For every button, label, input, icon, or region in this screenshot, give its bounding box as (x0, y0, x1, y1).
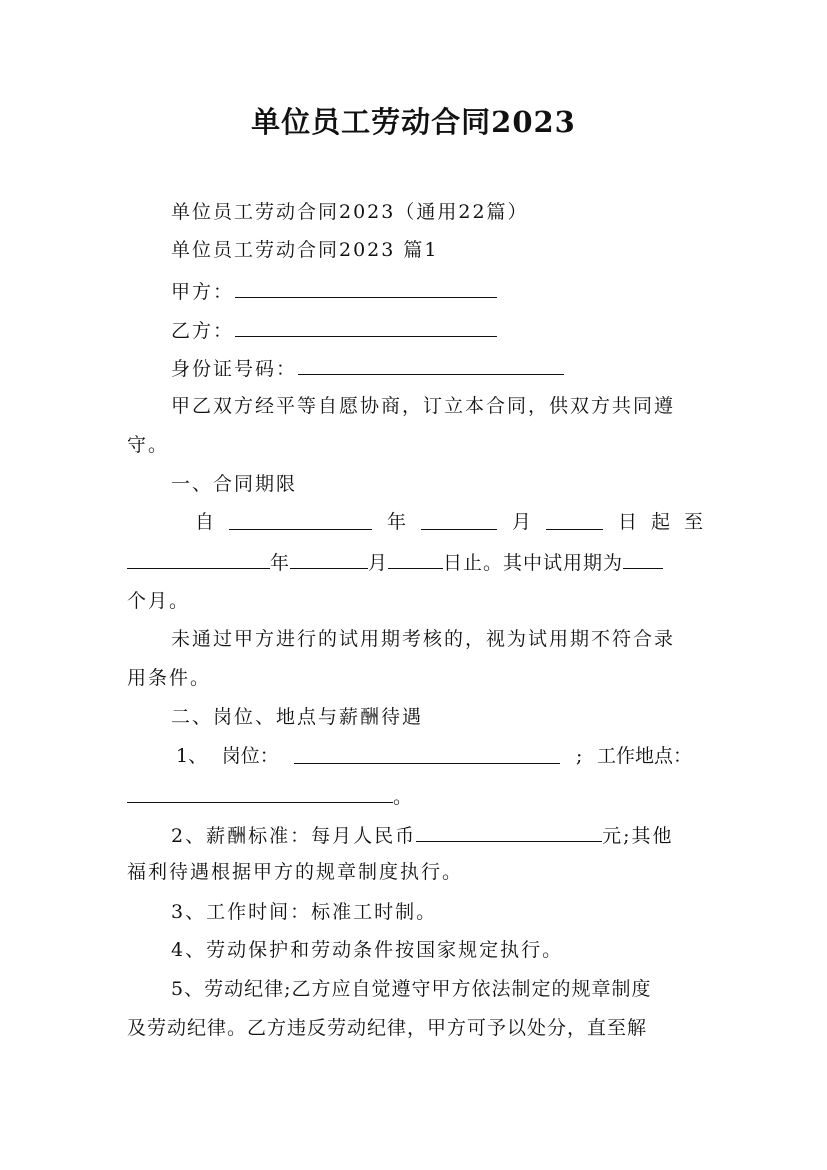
item1-line-1 (176, 741, 692, 771)
item5-line-1: 5、劳动纪律;乙方应自觉遵守甲方依法制定的规章制度 (171, 978, 652, 1000)
term-line-2 (127, 546, 703, 578)
term-month-label: 月 (511, 511, 531, 533)
document-title: 单位员工劳动合同2023 (251, 105, 576, 139)
term-line-3: 个月。 (127, 590, 191, 612)
item2-suffix: 元;其他 (602, 825, 674, 847)
term-start-year-blank (229, 507, 372, 530)
item2-line-1 (171, 819, 703, 851)
id-number-line (171, 352, 703, 384)
term-end-text: 日止。其中试用期为 (443, 552, 624, 574)
heading-position-salary: 二、岗位、地点与薪酬待遇 (171, 706, 424, 728)
item1-line-2 (127, 780, 703, 812)
item2-line-2: 福利待遇根据甲方的规章制度执行。 (127, 861, 464, 883)
term-end-day-blank (388, 546, 443, 569)
party-b-line (171, 314, 703, 346)
heading-contract-term: 一、合同期限 (171, 473, 298, 495)
intro-line-2: 守。 (127, 434, 170, 456)
item1-place-label: 工作地点： (596, 745, 692, 767)
probation-line-1: 未通过甲方进行的试用期考核的，视为试用期不符合录 (171, 628, 676, 650)
term-start-day-blank (546, 507, 603, 530)
party-a-blank (235, 275, 497, 298)
term-end-month-blank (290, 546, 368, 569)
id-number-label: 身份证号码： (171, 358, 298, 380)
term-start-month-blank (421, 507, 497, 530)
section-heading: 单位员工劳动合同2023 篇1 (171, 239, 439, 261)
item5-line-2: 及劳动纪律。乙方违反劳动纪律，甲方可予以处分，直至解 (127, 1017, 648, 1039)
item1-sep: ; (575, 745, 583, 767)
term-zhi: 至 (683, 511, 703, 533)
term-qi: 起 (650, 511, 670, 533)
id-number-blank (298, 352, 564, 375)
term-year-label: 年 (386, 511, 406, 533)
post-blank (294, 741, 560, 764)
item1-num: 1、 (176, 745, 208, 767)
party-a-line (171, 275, 703, 307)
item2-prefix: 2、薪酬标准：每月人民币 (171, 825, 417, 847)
term-from: 自 (195, 511, 215, 533)
term-month2-label: 月 (368, 552, 389, 574)
workplace-blank (127, 780, 393, 803)
party-b-blank (235, 314, 497, 337)
item3: 3、工作时间：标准工时制。 (171, 901, 438, 923)
term-line-1 (195, 507, 703, 537)
probation-months-blank (623, 546, 663, 569)
party-b-label: 乙方： (171, 320, 235, 342)
salary-blank (416, 819, 602, 842)
probation-line-2: 用条件。 (127, 667, 212, 689)
item1-post-label: 岗位： (221, 745, 279, 767)
item1-end: 。 (393, 786, 415, 808)
intro-line-1: 甲乙双方经平等自愿协商，订立本合同，供双方共同遵 (171, 395, 676, 417)
term-end-year-blank (127, 546, 270, 569)
item4: 4、劳动保护和劳动条件按国家规定执行。 (171, 939, 564, 961)
party-a-label: 甲方： (171, 281, 235, 303)
term-day-label: 日 (617, 511, 637, 533)
term-year2-label: 年 (270, 552, 291, 574)
subtitle: 单位员工劳动合同2023（通用22篇） (171, 201, 529, 223)
